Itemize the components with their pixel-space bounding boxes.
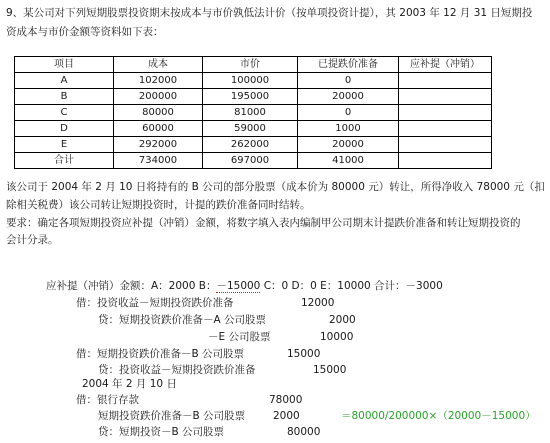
entry1-debit-amount: 12000 xyxy=(301,297,335,309)
investment-table xyxy=(14,56,492,169)
entry1-credit-e: －E 公司股票 xyxy=(208,331,271,343)
amounts-prefix: 应补提（冲销）金额：A：2000 B： xyxy=(46,280,217,292)
answer-amounts xyxy=(46,279,443,293)
cell: 195000 xyxy=(203,89,298,105)
cell: 100000 xyxy=(203,73,298,89)
question-line-3: 要求：确定各项短期投资应补提（冲销）金额，将数字填入表内编制甲公司期末计提跌价准备和转让短期投资的 xyxy=(6,217,521,229)
header-cost: 成本 xyxy=(114,57,203,73)
cell: 697000 xyxy=(203,153,298,169)
cell xyxy=(399,121,492,137)
question-line-2: 除相关税费）该公司转让短期投资时，计提的跌价准备同时结转。 xyxy=(6,199,311,211)
entry2-debit-amount: 15000 xyxy=(287,348,321,360)
cell: C xyxy=(15,105,114,121)
table-row xyxy=(15,137,492,153)
table-row-total xyxy=(15,153,492,169)
header-market: 市价 xyxy=(203,57,298,73)
cell: 81000 xyxy=(203,105,298,121)
provision-calculation-note: ＝80000/200000×（20000－15000） xyxy=(341,410,536,422)
entry1-credit-e-amount: 10000 xyxy=(320,331,354,343)
cell: 60000 xyxy=(114,121,203,137)
cell: 41000 xyxy=(298,153,399,169)
cell: 0 xyxy=(298,105,399,121)
cell xyxy=(399,105,492,121)
entry1-debit: 借：投资收益－短期投资跌价准备 xyxy=(76,297,234,309)
cell: 262000 xyxy=(203,137,298,153)
cell xyxy=(399,153,492,169)
entry1-credit-a-amount: 2000 xyxy=(329,314,356,326)
entry2-debit: 借：短期投资跌价准备－B 公司股票 xyxy=(76,348,245,360)
table-row xyxy=(15,89,492,105)
table-row xyxy=(15,73,492,89)
entry3-debit-provision-amount: 2000 xyxy=(273,410,300,422)
entry3-credit-amount: 80000 xyxy=(287,426,321,438)
cell: 20000 xyxy=(298,137,399,153)
cell: D xyxy=(15,121,114,137)
cell xyxy=(399,73,492,89)
table-row xyxy=(15,105,492,121)
cell: 20000 xyxy=(298,89,399,105)
header-adjustment: 应补提（冲销） xyxy=(399,57,492,73)
header-provision: 已提跌价准备 xyxy=(298,57,399,73)
cell: 80000 xyxy=(114,105,203,121)
entry3-debit-bank: 借：银行存款 xyxy=(76,394,139,406)
question-line-4: 会计分录。 xyxy=(6,234,59,246)
entry2-credit: 贷：投资收益－短期投资跌价准备 xyxy=(98,364,256,376)
entry2-credit-amount: 15000 xyxy=(313,364,347,376)
entry3-credit: 贷：短期投资－B 公司股票 xyxy=(98,426,225,438)
cell: 102000 xyxy=(114,73,203,89)
table-row xyxy=(15,121,492,137)
cell: E xyxy=(15,137,114,153)
entry3-debit-bank-amount: 78000 xyxy=(269,394,303,406)
intro-line-1: 9、某公司对下列短期股票投资期末按成本与市价孰低法计价（按单项投资计提），其 2003 年 12 月 31 日短期投 xyxy=(6,7,533,19)
cell: 59000 xyxy=(203,121,298,137)
cell: 合计 xyxy=(15,153,114,169)
table-header-row xyxy=(15,57,492,73)
transfer-date: 2004 年 2 月 10 日 xyxy=(82,378,177,390)
entry3-debit-provision: 短期投资跌价准备－B 公司股票 xyxy=(98,410,246,422)
entry1-credit-a: 贷：短期投资跌价准备－A 公司股票 xyxy=(98,314,267,326)
cell xyxy=(399,137,492,153)
cell: B xyxy=(15,89,114,105)
cell xyxy=(399,89,492,105)
amount-b: －15000 xyxy=(216,280,261,292)
question-line-1: 该公司于 2004 年 2 月 10 日将持有的 B 公司的部分股票（成本价为 80000 元）转让，所得净收入 78000 元（扣 xyxy=(6,181,545,193)
cell: 200000 xyxy=(114,89,203,105)
cell: 0 xyxy=(298,73,399,89)
intro-line-2: 资成本与市价金额等资料如下表： xyxy=(6,26,164,38)
cell: 734000 xyxy=(114,153,203,169)
cell: 292000 xyxy=(114,137,203,153)
header-item: 项目 xyxy=(15,57,114,73)
cell: 1000 xyxy=(298,121,399,137)
amounts-rest: C：0 D：0 E：10000 合计：－3000 xyxy=(260,280,443,292)
cell: A xyxy=(15,73,114,89)
